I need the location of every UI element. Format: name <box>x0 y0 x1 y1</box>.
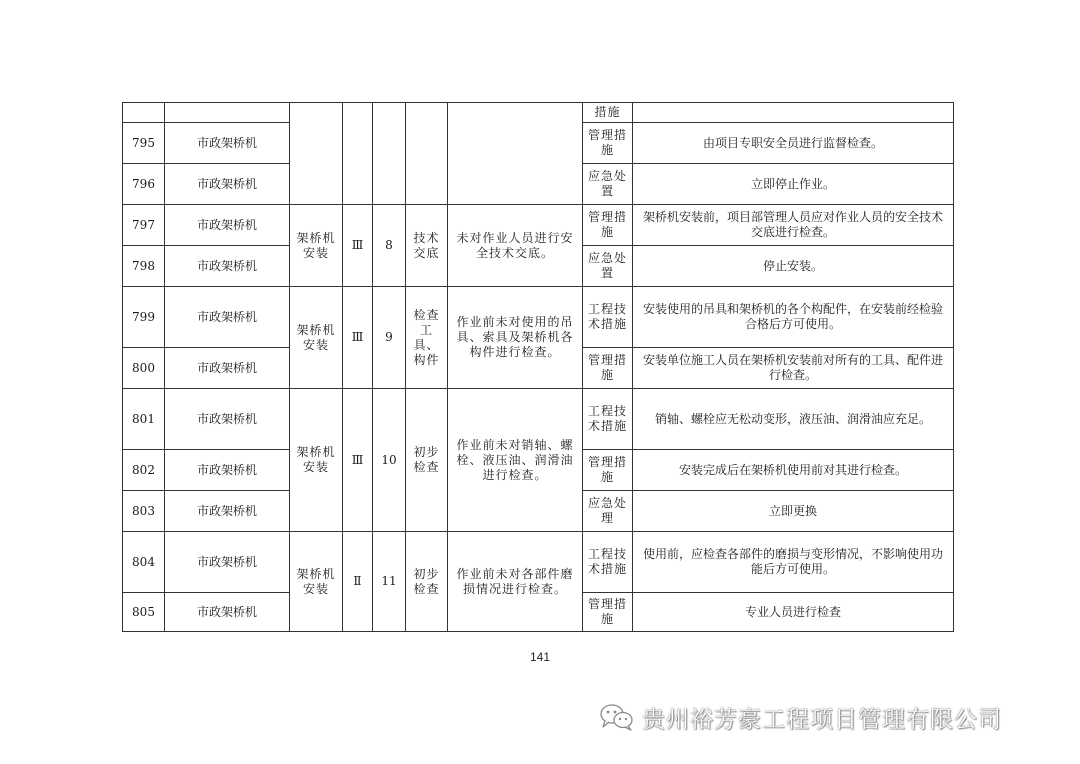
name-cell: 市政架桥机 <box>165 246 290 287</box>
item-cell: 检查工具、构件 <box>406 287 448 389</box>
level-cell: Ⅲ <box>343 389 373 532</box>
seq-cell <box>373 103 406 205</box>
item-cell: 初步检查 <box>406 532 448 632</box>
measure-type-cell: 工程技术措施 <box>583 287 633 348</box>
measure-type-cell: 管理措施 <box>583 348 633 389</box>
seq-cell: 9 <box>373 287 406 389</box>
id-cell: 800 <box>123 348 165 389</box>
measure-content-cell: 安装完成后在架桥机使用前对其进行检查。 <box>633 450 954 491</box>
measure-content-cell: 专业人员进行检查 <box>633 593 954 632</box>
risk-control-table <box>122 102 954 632</box>
hazard-cell: 作业前未对销轴、螺栓、液压油、润滑油进行检查。 <box>448 389 583 532</box>
measure-type-cell: 管理措施 <box>583 205 633 246</box>
stage-cell: 架桥机安装 <box>290 205 343 287</box>
measure-content-cell: 架桥机安装前，项目部管理人员应对作业人员的安全技术交底进行检查。 <box>633 205 954 246</box>
measure-type-cell: 应急处置 <box>583 164 633 205</box>
stage-cell <box>290 103 343 205</box>
id-cell: 803 <box>123 491 165 532</box>
measure-type-cell: 管理措施 <box>583 593 633 632</box>
level-cell <box>343 103 373 205</box>
level-cell: Ⅱ <box>343 532 373 632</box>
id-cell: 801 <box>123 389 165 450</box>
id-cell: 798 <box>123 246 165 287</box>
name-cell: 市政架桥机 <box>165 348 290 389</box>
id-cell <box>123 103 165 123</box>
name-cell: 市政架桥机 <box>165 450 290 491</box>
measure-content-cell: 安装单位施工人员在架桥机安装前对所有的工具、配件进行检查。 <box>633 348 954 389</box>
table-row <box>123 389 954 450</box>
measure-type-cell: 工程技术措施 <box>583 389 633 450</box>
measure-type-cell: 应急处理 <box>583 491 633 532</box>
hazard-cell: 作业前未对各部件磨损情况进行检查。 <box>448 532 583 632</box>
stage-cell: 架桥机安装 <box>290 389 343 532</box>
name-cell: 市政架桥机 <box>165 123 290 164</box>
id-cell: 797 <box>123 205 165 246</box>
table-row <box>123 287 954 348</box>
table-row <box>123 103 954 123</box>
measure-type-cell: 应急处置 <box>583 246 633 287</box>
measure-content-cell: 安装使用的吊具和架桥机的各个构配件，在安装前经检验合格后方可使用。 <box>633 287 954 348</box>
id-cell: 804 <box>123 532 165 593</box>
stage-cell: 架桥机安装 <box>290 532 343 632</box>
item-cell: 技术交底 <box>406 205 448 287</box>
name-cell: 市政架桥机 <box>165 491 290 532</box>
measure-content-cell: 立即停止作业。 <box>633 164 954 205</box>
measure-content-cell <box>633 103 954 123</box>
id-cell: 802 <box>123 450 165 491</box>
watermark-text: 贵州裕芳豪工程项目管理有限公司 <box>642 706 1002 733</box>
seq-cell: 11 <box>373 532 406 632</box>
measure-type-cell: 措施 <box>583 103 633 123</box>
name-cell <box>165 103 290 123</box>
hazard-cell <box>448 103 583 205</box>
measure-content-cell: 停止安装。 <box>633 246 954 287</box>
hazard-cell: 未对作业人员进行安全技术交底。 <box>448 205 583 287</box>
level-cell: Ⅲ <box>343 205 373 287</box>
measure-content-cell: 使用前，应检查各部件的磨损与变形情况，不影响使用功能后方可使用。 <box>633 532 954 593</box>
wechat-icon <box>598 701 636 733</box>
name-cell: 市政架桥机 <box>165 287 290 348</box>
id-cell: 795 <box>123 123 165 164</box>
hazard-cell: 作业前未对使用的吊具、索具及架桥机各构件进行检查。 <box>448 287 583 389</box>
id-cell: 805 <box>123 593 165 632</box>
name-cell: 市政架桥机 <box>165 205 290 246</box>
watermark <box>598 700 1002 734</box>
seq-cell: 10 <box>373 389 406 532</box>
measure-type-cell: 工程技术措施 <box>583 532 633 593</box>
name-cell: 市政架桥机 <box>165 593 290 632</box>
table-row <box>123 205 954 246</box>
name-cell: 市政架桥机 <box>165 164 290 205</box>
id-cell: 799 <box>123 287 165 348</box>
item-cell: 初步检查 <box>406 389 448 532</box>
measure-content-cell: 由项目专职安全员进行监督检查。 <box>633 123 954 164</box>
seq-cell: 8 <box>373 205 406 287</box>
stage-cell: 架桥机安装 <box>290 287 343 389</box>
measure-content-cell: 立即更换 <box>633 491 954 532</box>
id-cell: 796 <box>123 164 165 205</box>
measure-type-cell: 管理措施 <box>583 123 633 164</box>
level-cell: Ⅲ <box>343 287 373 389</box>
page-number: 141 <box>529 650 551 664</box>
table-row <box>123 532 954 593</box>
item-cell <box>406 103 448 205</box>
name-cell: 市政架桥机 <box>165 389 290 450</box>
measure-type-cell: 管理措施 <box>583 450 633 491</box>
measure-content-cell: 销轴、螺栓应无松动变形，液压油、润滑油应充足。 <box>633 389 954 450</box>
name-cell: 市政架桥机 <box>165 532 290 593</box>
